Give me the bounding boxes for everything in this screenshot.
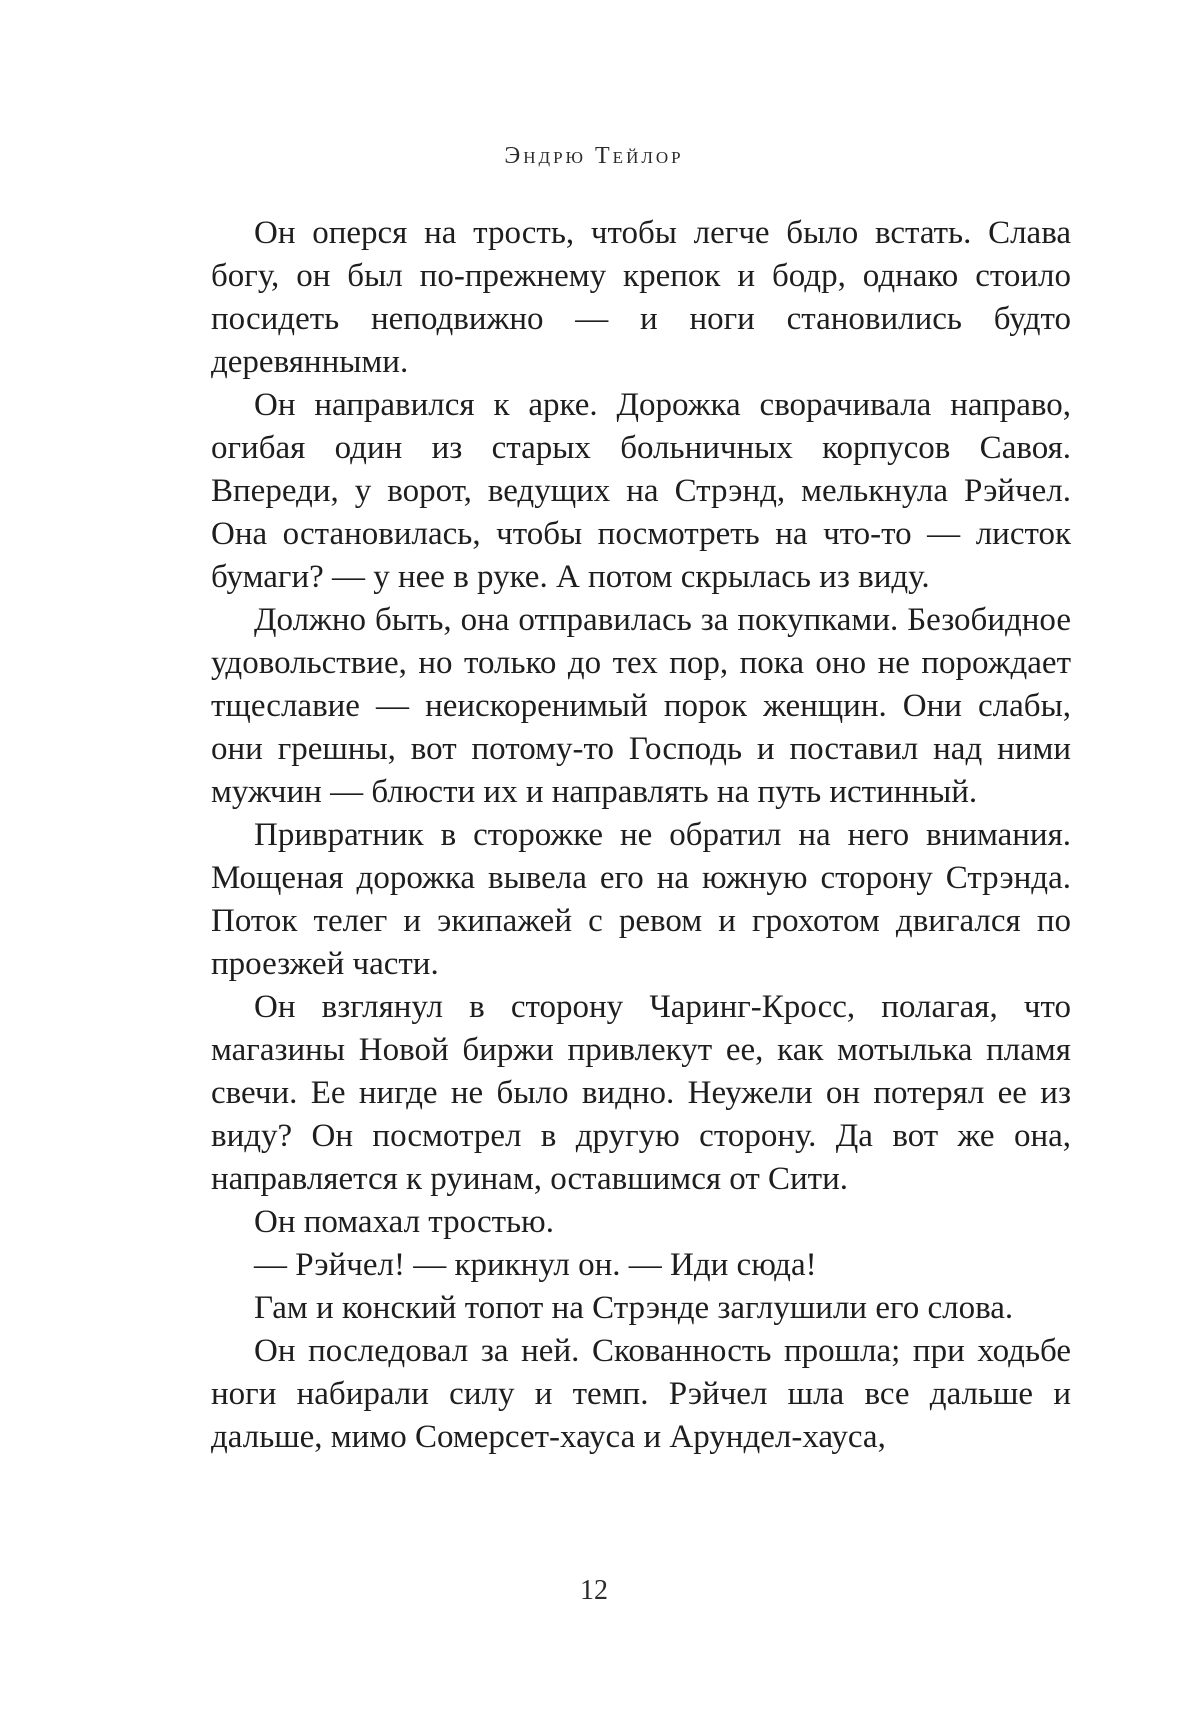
- paragraph: Гам и конский топот на Стрэнде заглушили его слова.: [254, 1290, 1014, 1326]
- paragraph: Он оперся на трость, чтобы легче было встать. Слава богу, он был по-прежнему крепок и бодр, однако стоило посидеть неподвижно — и ноги становились будто деревянными.: [211, 215, 1071, 380]
- paragraph: Он последовал за ней. Скованность прошла; при ходьбе ноги набирали силу и темп. Рэйчел шла все дальше и дальше, мимо Сомерсет-хауса и Арундел-хауса,: [211, 1333, 1071, 1455]
- paragraph: Должно быть, она отправилась за покупками. Безобидное удовольствие, но только до тех пор, пока оно не порождает тщеславие — неискоренимый порок женщин. Они слабы, они грешны, вот потому-то Господь и поставил над ними мужчин — блюсти их и направлять на путь истинный.: [211, 602, 1071, 810]
- paragraph: Привратник в сторожке не обратил на него внимания. Мощеная дорожка вывела его на южную сторону Стрэнда. Поток телег и экипажей с ревом и грохотом двигался по проезжей части.: [211, 817, 1071, 982]
- paragraph: — Рэйчел! — крикнул он. — Иди сюда!: [254, 1247, 817, 1283]
- paragraph: Он взглянул в сторону Чаринг-Кросс, полагая, что магазины Новой биржи привлекут ее, как мотылька пламя свечи. Ее нигде не было видно. Неужели он потерял ее из виду? Он посмотрел в другую сторону. Да вот же она, направляется к руинам, оставшимся от Сити.: [211, 989, 1071, 1197]
- paragraph: Он помахал тростью.: [254, 1204, 554, 1240]
- body-text: [211, 212, 1071, 1459]
- paragraph: Он направился к арке. Дорожка сворачивала направо, огибая один из старых больничных корпусов Савоя. Впереди, у ворот, ведущих на Стрэнд, мелькнула Рэйчел. Она остановилась, чтобы посмотреть на что-то — листок бумаги? — у нее в руке. А потом скрылась из виду.: [211, 387, 1071, 595]
- page-number: 12: [580, 1575, 608, 1606]
- running-head: Эндрю Тейлор: [504, 143, 684, 169]
